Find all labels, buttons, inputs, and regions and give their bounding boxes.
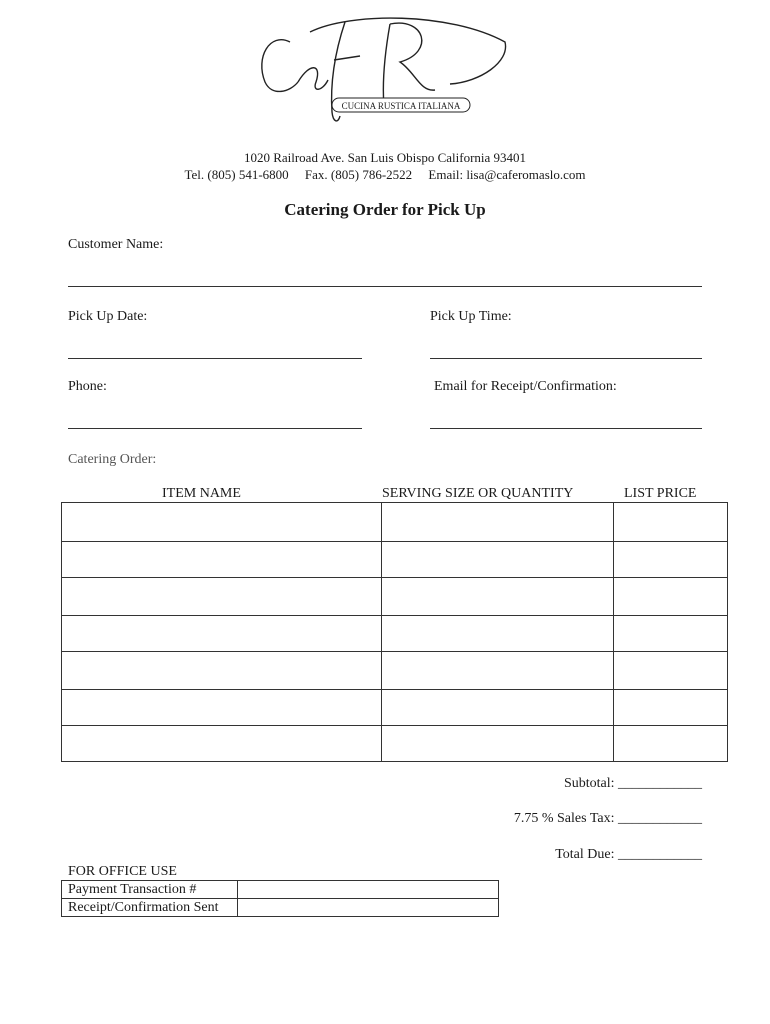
pickup-time-field[interactable] — [430, 358, 702, 359]
pickup-date-field[interactable] — [68, 358, 362, 359]
col-item-name: ITEM NAME — [162, 486, 241, 501]
page-title: Catering Order for Pick Up — [284, 200, 486, 219]
item-name-cell[interactable] — [62, 578, 382, 616]
total-due-row — [555, 847, 702, 863]
col-list-price: LIST PRICE — [624, 486, 697, 501]
item-name-cell[interactable] — [62, 726, 382, 762]
receipt-sent-field[interactable] — [238, 899, 499, 917]
sales-tax-label: 7.75 % Sales Tax: — [513, 811, 615, 826]
serving-size-cell[interactable] — [382, 726, 614, 762]
serving-size-cell[interactable] — [382, 542, 614, 578]
table-row — [62, 652, 728, 690]
table-row — [62, 578, 728, 616]
table-row — [62, 616, 728, 652]
item-name-cell[interactable] — [62, 542, 382, 578]
list-price-cell[interactable] — [614, 652, 728, 690]
item-name-cell[interactable] — [62, 503, 382, 542]
total-due-field[interactable]: ____________ — [618, 847, 702, 862]
serving-size-cell[interactable] — [382, 652, 614, 690]
subtotal-row — [564, 776, 702, 792]
item-name-cell[interactable] — [62, 616, 382, 652]
serving-size-cell[interactable] — [382, 690, 614, 726]
catering-order-label: Catering Order: — [68, 452, 157, 467]
pickup-time-label: Pick Up Time: — [430, 309, 512, 324]
email-receipt-label: Email for Receipt/Confirmation: — [434, 379, 617, 394]
pickup-date-label: Pick Up Date: — [68, 309, 148, 324]
sales-tax-field[interactable]: ____________ — [618, 811, 702, 826]
office-use-table — [61, 880, 499, 917]
cafe-roma-logo — [250, 12, 510, 130]
email-receipt-field[interactable] — [430, 428, 702, 429]
list-price-cell[interactable] — [614, 726, 728, 762]
list-price-cell[interactable] — [614, 503, 728, 542]
item-name-cell[interactable] — [62, 652, 382, 690]
table-row — [62, 503, 728, 542]
payment-transaction-label: Payment Transaction # — [62, 881, 238, 899]
office-use-title: FOR OFFICE USE — [68, 864, 177, 879]
phone-field[interactable] — [68, 428, 362, 429]
serving-size-cell[interactable] — [382, 578, 614, 616]
subtotal-field[interactable]: ____________ — [618, 776, 702, 791]
tel-text: Tel. (805) 541-6800 — [184, 167, 289, 182]
table-row — [62, 726, 728, 762]
list-price-cell[interactable] — [614, 542, 728, 578]
serving-size-cell[interactable] — [382, 616, 614, 652]
payment-transaction-field[interactable] — [238, 881, 499, 899]
sales-tax-row — [514, 811, 702, 827]
address-line: 1020 Railroad Ave. San Luis Obispo California 93401 — [243, 150, 527, 165]
customer-name-label: Customer Name: — [68, 237, 164, 252]
fax-text: Fax. (805) 786-2522 — [304, 167, 413, 182]
list-price-cell[interactable] — [614, 690, 728, 726]
table-row — [62, 542, 728, 578]
subtotal-label: Subtotal: — [563, 776, 615, 791]
contact-line — [0, 167, 770, 183]
serving-size-cell[interactable] — [382, 503, 614, 542]
receipt-sent-label: Receipt/Confirmation Sent — [62, 899, 238, 917]
logo-tagline: CUCINA RUSTICA ITALIANA — [341, 101, 461, 111]
table-row — [62, 690, 728, 726]
item-name-cell[interactable] — [62, 690, 382, 726]
order-table — [61, 502, 728, 762]
email-text: Email: lisa@caferomaslo.com — [428, 167, 586, 182]
phone-label: Phone: — [68, 379, 107, 394]
col-serving-size: SERVING SIZE OR QUANTITY — [382, 486, 574, 501]
list-price-cell[interactable] — [614, 578, 728, 616]
customer-name-field[interactable] — [68, 286, 702, 287]
list-price-cell[interactable] — [614, 616, 728, 652]
total-due-label: Total Due: — [555, 847, 615, 862]
